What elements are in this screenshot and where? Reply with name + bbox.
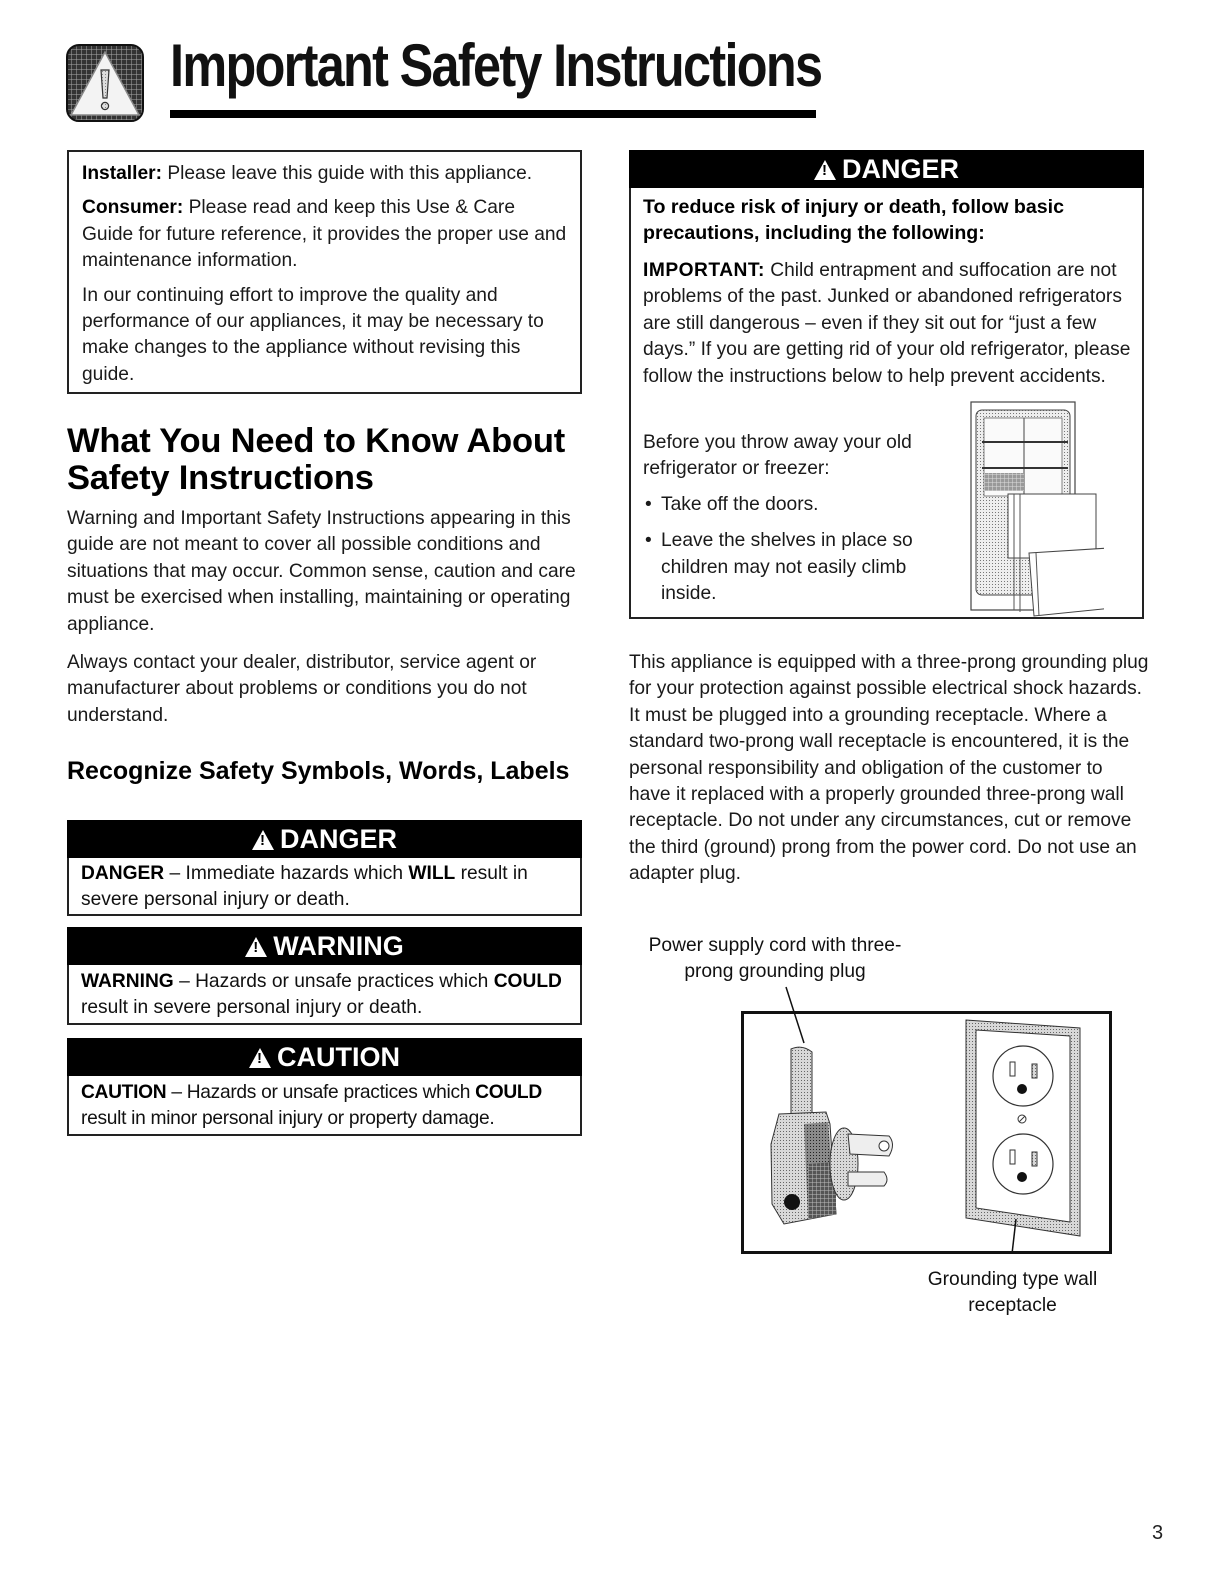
grounding-paragraph: This appliance is equipped with a three-prong grounding plug for your protection against possible electrical shock hazards. It must be plugged into a grounding receptacle. Where a standard two-prong wall receptacle is encountered, it is the personal responsibility and obligation of the customer to have it replaced with a properly grounded three-prong wall receptacle. Do not under any circumstances, cut or remove the third (ground) prong from the power cord. Do not use an adapter plug. (629, 652, 1149, 885)
disposal-steps-list (643, 492, 953, 618)
warning-triangle-icon (66, 44, 144, 122)
danger-text-2: result in severe personal injury or death. (81, 863, 528, 911)
warning-signal-box (67, 927, 582, 1025)
warning-text-2: result in severe personal injury or death. (81, 997, 423, 1019)
page-title: Important Safety Instructions (170, 32, 822, 99)
caution-header (67, 1038, 582, 1076)
warning-definition (67, 965, 582, 1025)
consumer-line (82, 195, 568, 274)
danger-header (67, 820, 582, 858)
section-heading: What You Need to Know About Safety Instructions (67, 422, 565, 497)
consumer-label: Consumer: (82, 197, 184, 219)
refrigerator-illustration (944, 398, 1104, 620)
caution-signal-box (67, 1038, 582, 1136)
installer-notice-box (67, 150, 582, 394)
list-item: • Leave the shelves in place so children may not easily climb inside. (643, 528, 953, 607)
warning-text-1: – Hazards or unsafe practices which (173, 971, 494, 992)
danger-heading-text: DANGER (841, 154, 959, 184)
list-item: • Take off the doors. (643, 492, 953, 518)
before-disposal-text: Before you throw away your old refrigerator or freezer: (643, 432, 912, 480)
caution-heading-text: CAUTION (277, 1042, 400, 1072)
danger-label: DANGER (81, 863, 165, 884)
important-label: IMPORTANT: (643, 260, 765, 281)
danger-lead-text: To reduce risk of injury or death, follow basic precautions, including the following: (643, 196, 1064, 245)
alert-triangle-icon (252, 830, 274, 850)
caution-emphasis: COULD (475, 1082, 542, 1103)
caution-text-2: result in minor personal injury or property damage. (81, 1108, 495, 1130)
caution-label: CAUTION (81, 1082, 167, 1103)
section-paragraph-1: Warning and Important Safety Instructions appearing in this guide are not meant to cover all possible conditions and situations that may occur. Common sense, caution and care must be exercised when installing, maintaining or operating appliance. (67, 508, 576, 635)
alert-triangle-icon (245, 937, 267, 957)
section-paragraph-2: Always contact your dealer, distributor, service agent or manufacturer about problems or conditions you do not understand. (67, 652, 537, 726)
warning-label: WARNING (81, 971, 174, 992)
danger-header (629, 150, 1144, 188)
installer-text: Please leave this guide with this appliance. (161, 163, 533, 184)
subsection-heading: Recognize Safety Symbols, Words, Labels (67, 757, 570, 785)
cord-caption: Power supply cord with three-prong grounding plug (648, 935, 902, 983)
warning-emphasis: COULD (493, 971, 562, 992)
title-underline (170, 110, 816, 118)
danger-heading-text: DANGER (279, 824, 397, 854)
danger-definition (67, 858, 582, 916)
danger-emphasis: WILL (408, 863, 456, 884)
danger-signal-box (67, 820, 582, 916)
revision-note: In our continuing effort to improve the quality and performance of our appliances, it may be necessary to make changes to the appliance without revising this guide. (82, 284, 544, 385)
danger-text-1: – Immediate hazards which (164, 863, 409, 884)
warning-heading-text: WARNING (273, 931, 404, 961)
warning-header (67, 927, 582, 965)
caution-text-1: – Hazards or unsafe practices which (166, 1082, 476, 1103)
installer-line (82, 161, 568, 187)
alert-triangle-icon (814, 160, 836, 180)
receptacle-caption: Grounding type wall receptacle (927, 1269, 1098, 1317)
important-text: Child entrapment and suffocation are not problems of the past. Junked or abandoned refrigerators are still dangerous – even if they sit out for “just a few days.” If you are getting rid of your old refrigerator, please follow the instructions below to help prevent accidents. (643, 260, 1131, 387)
page-number: 3 (1152, 1522, 1164, 1544)
installer-label: Installer: (82, 163, 162, 184)
caution-definition (67, 1076, 582, 1136)
refrigerator-danger-box (629, 150, 1144, 619)
important-paragraph (643, 258, 1138, 390)
plug-and-outlet-illustration (741, 1011, 1112, 1254)
alert-triangle-icon (249, 1048, 271, 1068)
consumer-text: Please read and keep this Use & Care Guide for future reference, it provides the proper use and maintenance information. (82, 197, 567, 272)
